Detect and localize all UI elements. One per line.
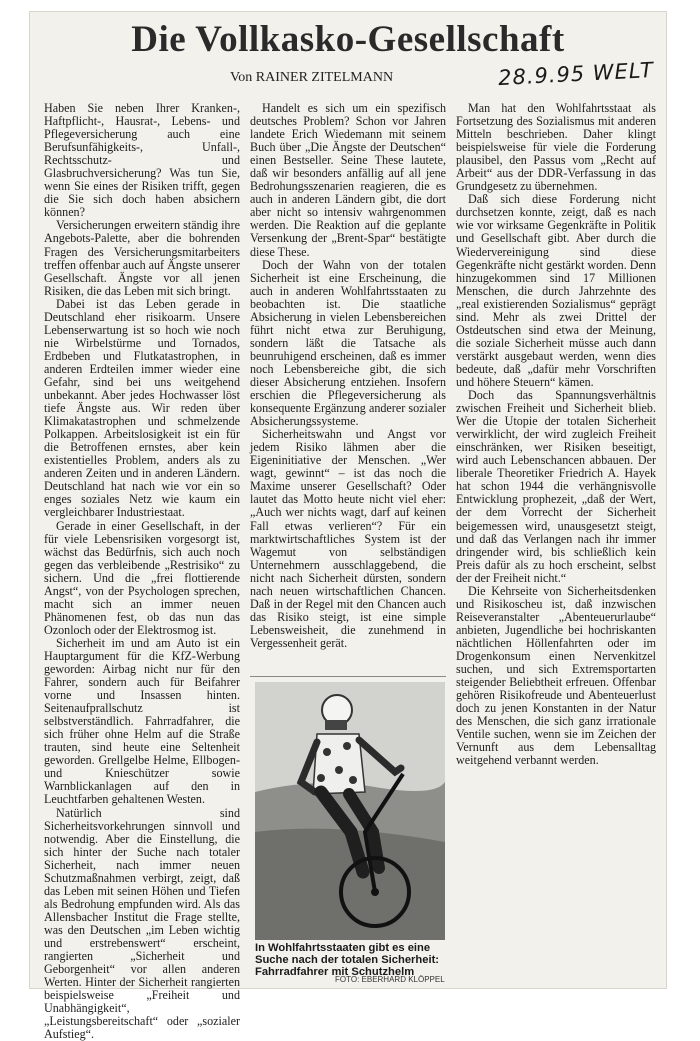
paragraph: Doch der Wahn von der totalen Sicherheit ist eine Erscheinung, die auch in anderen Wohlfahrtsstaaten zu beobachten ist. Die staatliche Absicherung in vielen Lebensbereichen führt nicht etwa zur Beruhigung, sondern läßt die Tatsache als beunruhigend erscheinen, daß es immer noch Lebensbereiche gibt, die sich dieser Absicherung entziehen. Insofern erschien die Pflegeversicherung als konsequente Ergänzung anderer sozialer Absicherungssysteme. — [250, 257, 446, 429]
article-headline: Die Vollkasko-Gesellschaft — [131, 19, 565, 60]
article-byline: Von RAINER ZITELMANN — [230, 70, 394, 85]
article-column-3 — [456, 102, 656, 982]
photo-caption: In Wohlfahrtsstaaten gibt es eine Suche nach der totalen Sicherheit: Fahrradfahrer mit Schutzhelm — [255, 942, 440, 979]
article-column-1 — [44, 101, 240, 1041]
paragraph: Doch das Spannungsverhältnis zwischen Freiheit und Sicherheit blieb. Wer die Utopie der totalen Sicherheit verwirklicht, der wird zugleich Freiheit einschränken, wer Risiken beseitigt, wird auch Lebenschancen abbauen. Der liberale Theoretiker Friedrich A. Hayek hat schon 1944 die verhängnisvolle Entwicklung prophezeit, „daß der Wert, der dem Vorrecht der Sicherheit beigemessen wird, unausgesetzt steigt, und daß das Verlangen nach ihr immer dringender wird, bis schließlich kein Preis dafür als zu hoch erscheint, selbst der der Freiheit nicht.“ — [456, 388, 656, 585]
paragraph: Dabei ist das Leben gerade in Deutschland eher risikoarm. Unsere Lebenserwartung ist so hoch wie noch nie Wirbelstürme und Tornados, Erdbeben und Flutkatastrophen, in anderen Erdteilen immer wieder eine Gefahr, sind bei uns weitgehend unbekannt. Aber jedes Hochwasser löst tiefe Ängste aus. Wir reden über Klimakatastrophen und schmelzende Polkappen. Arbeitslosigkeit ist ein für die Betroffenen ernstes, aber kein existentielles Problem, anders als zu anderen Zeiten und in anderen Ländern. Deutschland hat nach wie vor ein so enges soziales Netz wie kaum ein vergleichbarer Industriestaat. — [44, 296, 240, 520]
paragraph: Gerade in einer Gesellschaft, in der für viele Lebensrisiken vorgesorgt ist, wächst das Bedürfnis, sich auch noch gegen das verbleibende „Restrisiko“ zu sichern. Und die „frei flottierende Angst“, von der Psychologen sprechen, macht sich an immer neuen Phänomenen fest, ob das nun das Ozonloch oder der Elektrosmog ist. — [44, 518, 240, 637]
paragraph: Natürlich sind Sicherheitsvorkehrungen sinnvoll und notwendig. Aber die Einstellung, die sich hinter der Suche nach totaler Sicherheit, nach immer neuen Schutzmaßnahmen verbirgt, zeigt, daß das Leben mit seinen Höhen und Tiefen als Bedrohung empfunden wird. Als das Allensbacher Institut die Frage stellte, was den Deutschen „im Leben wichtig und erstrebenswert“ erscheint, rangierten „Sicherheit und Geborgenheit“ vor allen anderen Werten. Hinter der Sicherheit rangierten beispielsweise „Freiheit und Unabhängigkeit“, „Leistungsbereitschaft“ oder „sozialer Aufstieg“. — [44, 805, 240, 1041]
handwritten-date-note: 28.9.95 WELT — [497, 57, 655, 91]
paragraph: Haben Sie neben Ihrer Kranken-, Haftpflicht-, Hausrat-, Lebens- und Pflegeversicherung auch eine Berufsunfähigkeits-, Unfall-, Rechtsschutz- und Glasbruchversicherung? Was tun Sie, wenn Sie eines der Risiken trifft, gegen die Sie sich doch haben absichern können? — [44, 101, 240, 220]
photo-divider — [250, 676, 446, 677]
paragraph: Daß sich diese Forderung nicht durchsetzen konnte, zeigt, daß es nach wie vor wirksame Gegenkräfte in Politik und Gesellschaft gibt. Aber durch die Wiedervereinigung sind diese Gegenkräfte nicht gestärkt worden. Denn hinzugekommen sind 17 Millionen Menschen, die durch Jahrzehnte des „real existierenden Sozialismus“ geprägt sind. Mehr als zwei Drittel der Ostdeutschen sind etwa der Meinung, die soziale Sicherheit müsse auch dann verstärkt ausgebaut werden, wenn dies bedeute, daß „dafür mehr Vorschriften und höhere Steuern“ kämen. — [456, 192, 656, 389]
cyclist-illustration — [255, 682, 445, 940]
paragraph: Sicherheit im und am Auto ist ein Hauptargument für die KfZ-Werbung geworden: Airbag nicht nur für den Fahrer, sondern auch für Beifahrer vorne und Insassen hinten. Seitenaufprallschutz ist selbstverständlich. Fahrradfahrer, die sich früher ohne Helm auf die Straße trauten, sind heute eine Seltenheit geworden. Grellgelbe Helme, Ellbogen- und Knieschützer sowie Warnblickanlagen auf den in Leuchtfarben gehaltenen Westen. — [44, 635, 240, 807]
paragraph: Sicherheitswahn und Angst vor jedem Risiko lähmen aber die Eigeninitiative der Menschen. „Wer wagt, gewinnt“ – ist das noch die Maxime unserer Gesellschaft? Oder lautet das Motto heute nicht viel eher: „Auch wer nichts wagt, darf auf keinen Fall etwas verlieren“? Für ein marktwirtschaftliches System ist der Wagemut von selbständigen Unternehmern ausschlaggebend, die nicht nach Sicherheit dürsten, sondern nach neuen wirtschaftlichen Chancen. Daß in der Regel mit den Chancen auch das Risiko steigt, ist eine simple Lebensweisheit, die zunehmend in Vergessenheit gerät. — [250, 427, 446, 650]
photo-credit: FOTO: EBERHARD KLÖPPEL — [335, 975, 445, 984]
paragraph: Handelt es sich um ein spezifisch deutsches Problem? Schon vor Jahren landete Erich Wiedemann mit seinem Buch über „Die Ängste der Deutschen“ einen Bestseller. Seine These lautete, daß wir besonders anfällig auf all jene Bedrohungsszenarien reagieren, die es auch in anderen Ländern gibt, die dort aber nicht so intensiv wahrgenommen werden. Die Reaktion auf die geplante Versenkung der „Brent-Spar“ bestätigte diese These. — [250, 101, 446, 259]
paragraph: Die Kehrseite von Sicherheitsdenken und Risikoscheu ist, daß inzwischen Reiseveranstalter „Abenteuerurlaube“ anbieten, Jugendliche bei hochriskanten nächtlichen Höllenfahrten oder im Drogenkonsum einen Nervenkitzel suchen, und sich Extremsportarten steigender Beliebtheit erfreuen. Offenbar gehören Risikofreude und Abenteuerlust doch zu jenen Konstanten in der Natur des Menschen, die sich ganz irrationale Ventile suchen, wenn sie im Zeichen der Vernunft aus dem Lebensalltag weitgehend verbannt werden. — [456, 583, 656, 768]
paragraph: Versicherungen erweitern ständig ihre Angebots-Palette, aber die bohrenden Fragen des Versicherungsmitarbeiters treffen offenbar auch auf Ängste unserer Gesellschaft. Ängste vor all jenen Risiken, die das Leben mit sich bringt. — [44, 218, 240, 298]
cyclist-photo — [255, 682, 445, 940]
paragraph: Man hat den Wohlfahrtsstaat als Fortsetzung des Sozialismus mit anderen Mitteln beschrieben. Daher klingt beispielsweise für viele die Forderung plausibel, den Passus vom „Recht auf Arbeit“ aus der DDR-Verfassung in das Grundgesetz zu übernehmen. — [456, 101, 656, 194]
newspaper-clipping — [30, 12, 666, 1041]
article-column-2 — [250, 102, 446, 672]
